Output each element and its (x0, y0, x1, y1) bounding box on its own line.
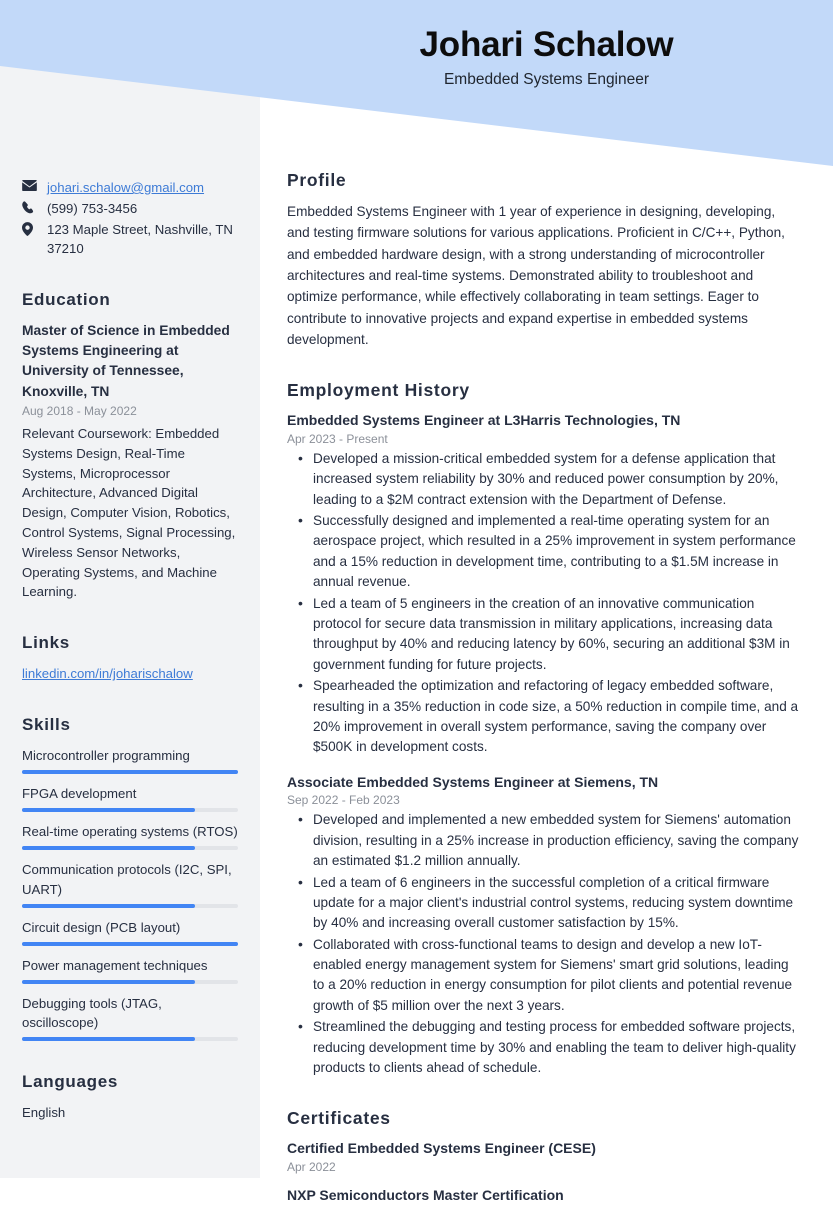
links-heading: Links (22, 633, 70, 653)
skill-label: Real-time operating systems (RTOS) (22, 824, 238, 840)
header-job-title: Embedded Systems Engineer (443, 70, 650, 88)
languages-heading: Languages (22, 1072, 119, 1092)
contact-row (22, 199, 238, 218)
contact-list (22, 178, 238, 259)
profile-heading: Profile (287, 170, 347, 190)
profile-text: Embedded Systems Engineer with 1 year of experience in designing, developing, and testing firmware solutions for various applications. Proficient in C/C++, Python, and embedded hardware design, with a strong understanding of microcontroller architectures and real-time systems. Demonstrated ability to troubleshoot and optimize performance, while effectively collaborating in team settings. Eager to contribute to innovative projects and expand expertise in embedded systems development. (287, 204, 785, 347)
skill-item (22, 746, 238, 774)
skill-bar-track (22, 942, 238, 946)
skill-bar-track (22, 1037, 238, 1041)
employment-heading: Employment History (287, 380, 470, 401)
contact-row[interactable] (22, 178, 238, 197)
skill-label: Microcontroller programming (22, 747, 190, 763)
certificates-list (287, 1139, 799, 1205)
skill-bar-fill (22, 846, 195, 850)
languages-list (22, 1103, 238, 1123)
contact-row (22, 220, 238, 258)
employment-entry (287, 411, 799, 757)
bullet-item: • Developed a mission-critical embedded system for a defense application that increased system reliability by 30% and reduced power consumption by 20%, leading to a $2M contract extension with the Department of Defense. (287, 449, 799, 510)
certificates-heading: Certificates (287, 1108, 391, 1129)
employment-title: Embedded Systems Engineer at L3Harris Technologies, TN (287, 412, 681, 429)
language-item: English (22, 1105, 66, 1121)
education-entry (22, 321, 238, 603)
skills-list (22, 746, 238, 1041)
skill-label: FPGA development (22, 786, 137, 802)
skill-item (22, 860, 238, 907)
employment-bullets (287, 810, 799, 1078)
employment-entry (287, 773, 799, 1079)
education-degree: Master of Science in Embedded Systems Engineering at University of Tennessee, Knoxville, TN (22, 322, 230, 399)
bullet-item: • Developed and implemented a new embedded system for Siemens' automation division, resulting in a 25% increase in production efficiency, saving the company an estimated $1.2 million annually. (287, 810, 799, 871)
certificate-title: Certified Embedded Systems Engineer (CESE) (287, 1140, 596, 1157)
employment-bullets (287, 449, 799, 758)
skill-bar-fill (22, 770, 238, 774)
bullet-item: • Streamlined the debugging and testing process for embedded software projects, reducing development time by 30% and enabling the team to deliver high-quality products to clients ahead of schedule. (287, 1017, 799, 1078)
links-list (22, 664, 238, 684)
education-heading: Education (22, 289, 111, 309)
skill-bar-fill (22, 1037, 195, 1041)
skill-label: Debugging tools (JTAG, oscilloscope) (22, 995, 162, 1031)
skill-item (22, 784, 238, 812)
bullet-item: • Spearheaded the optimization and refactoring of legacy embedded software, resulting in a 35% reduction in code size, a 50% reduction in compile time, and a 20% improvement in overall system performance, saving the company over $500K in development costs. (287, 676, 799, 758)
employment-title: Associate Embedded Systems Engineer at Siemens, TN (287, 773, 659, 790)
certificate-title: NXP Semiconductors Master Certification (287, 1187, 564, 1204)
page-title: Johari Schalow (419, 25, 674, 64)
bullet-item: • Collaborated with cross-functional teams to design and develop a new IoT-enabled energy management system for Siemens' smart grid solutions, leading to a 20% reduction in energy consumption for pilot clients and potential revenue growth of $5 million over the next 3 years. (287, 935, 799, 1017)
skill-bar-fill (22, 942, 238, 946)
main-column (287, 0, 799, 1218)
skill-bar-track (22, 980, 238, 984)
skill-item (22, 918, 238, 946)
location-pin-icon (22, 220, 40, 236)
skill-bar-track (22, 808, 238, 812)
certificate-entry (287, 1186, 799, 1206)
sidebar (0, 0, 260, 1123)
employment-date: Apr 2023 - Present (287, 431, 388, 446)
skills-heading: Skills (22, 714, 71, 734)
skill-item (22, 994, 238, 1041)
phone-icon (22, 199, 40, 214)
skill-label: Circuit design (PCB layout) (22, 919, 181, 935)
skill-label: Communication protocols (I2C, SPI, UART) (22, 862, 232, 897)
skill-bar-track (22, 846, 238, 850)
skill-bar-fill (22, 904, 195, 908)
bullet-item: • Successfully designed and implemented a real-time operating system for an aerospace project, which resulted in a 25% improvement in system performance and a 15% reduction in development time, contributing to a $1.5M increase in annual revenue. (287, 511, 799, 593)
education-date: Aug 2018 - May 2022 (22, 404, 137, 419)
skill-bar-track (22, 770, 238, 774)
skill-label: Power management techniques (22, 957, 208, 973)
contact-value: (599) 753-3456 (47, 201, 138, 217)
skill-bar-fill (22, 980, 195, 984)
skill-bar-fill (22, 808, 195, 812)
bullet-item: • Led a team of 5 engineers in the creation of an innovative communication protocol for secure data transmission in military applications, increasing data throughput by 40% and reducing latency by 60%, securing an additional $3M in government funding for future projects. (287, 594, 799, 676)
skill-bar-track (22, 904, 238, 908)
employment-list (287, 411, 799, 1078)
envelope-icon (22, 178, 40, 191)
certificate-entry (287, 1139, 799, 1174)
certificate-date: Apr 2022 (287, 1160, 336, 1175)
bullet-item: • Led a team of 6 engineers in the successful completion of a critical firmware update for a major client's industrial control systems, reducing system downtime by 40% and increasing overall customer satisfaction by 15%. (287, 873, 799, 934)
employment-date: Sep 2022 - Feb 2023 (287, 793, 400, 808)
sidebar-link[interactable]: linkedin.com/in/joharischalow (22, 666, 193, 682)
contact-value: 123 Maple Street, Nashville, TN 37210 (47, 222, 233, 257)
education-description: Relevant Coursework: Embedded Systems Design, Real-Time Systems, Microprocessor Architecture, Advanced Digital Design, Computer Vision, Robotics, Control Systems, Signal Processing, Wireless Sensor Networks, Operating Systems, and Machine Learning. (22, 425, 236, 600)
skill-item (22, 956, 238, 984)
skill-item (22, 822, 238, 850)
contact-value[interactable]: johari.schalow@gmail.com (47, 180, 205, 195)
